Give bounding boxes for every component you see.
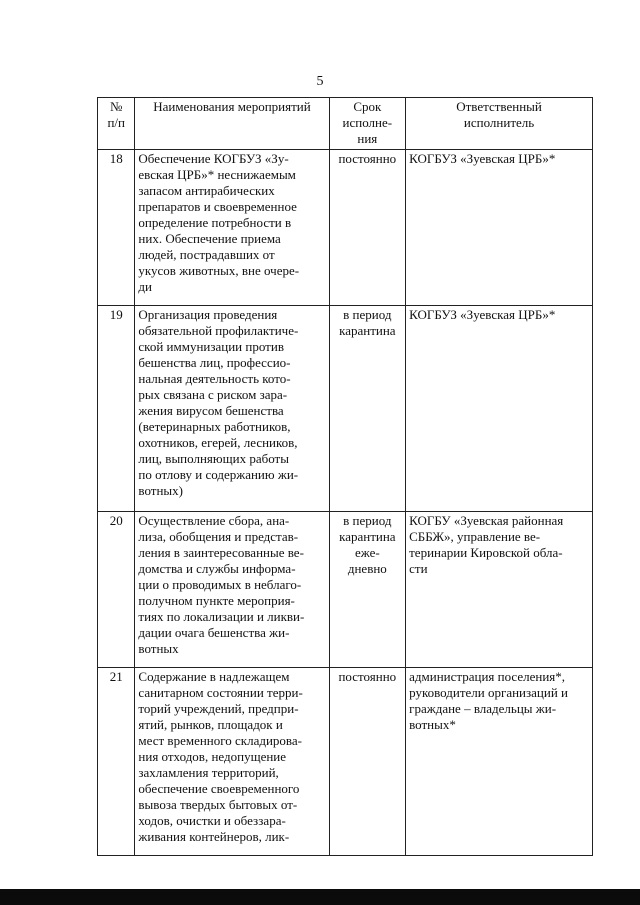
row-measure-name	[135, 668, 329, 856]
text-line: людей, пострадавших от	[138, 247, 275, 262]
text-line: карантина	[339, 323, 396, 338]
table-header	[98, 98, 593, 150]
text-line: сти	[409, 561, 428, 576]
text-line: в период	[343, 307, 392, 322]
text-line: №	[110, 99, 123, 114]
text-line: в период	[343, 513, 392, 528]
text-line: евская ЦРБ»* неснижаемым	[138, 167, 296, 182]
text-line: жения вирусом бешенства	[138, 403, 284, 418]
text-line: ции о проводимых в неблаго-	[138, 577, 302, 592]
text-line: администрация поселения*,	[409, 669, 566, 684]
text-line: еже-	[354, 545, 380, 560]
text-line: захламления территорий,	[138, 765, 279, 780]
text-line: живания контейнеров, лик-	[138, 829, 290, 844]
text-line: торий учреждений, предпри-	[138, 701, 299, 716]
text-line: постоянно	[338, 151, 397, 166]
row-deadline	[329, 150, 406, 306]
measures-table	[97, 97, 593, 856]
row-measure-name	[135, 306, 329, 512]
text-line: ходов, очистки и обеззара-	[138, 813, 286, 828]
text-line: постоянно	[338, 669, 397, 684]
text-line: мест временного складирова-	[138, 733, 302, 748]
header-number	[98, 98, 135, 150]
text-line: ния	[357, 131, 378, 146]
text-line: лиц, выполняющих работы	[138, 451, 289, 466]
text-line: КОГБУЗ «Зуевская ЦРБ»*	[409, 307, 556, 322]
table-row	[98, 512, 593, 668]
text-line: ятий, рынков, площадок и	[138, 717, 283, 732]
text-line: КОГБУЗ «Зуевская ЦРБ»*	[409, 151, 556, 166]
text-line: Организация проведения	[138, 307, 278, 322]
row-number: 20	[98, 512, 135, 668]
text-line: обеспечение своевременного	[138, 781, 300, 796]
header-responsible	[406, 98, 593, 150]
text-line: граждане – владельцы жи-	[409, 701, 557, 716]
text-line: Обеспечение КОГБУЗ «Зу-	[138, 151, 289, 166]
text-line: ской иммунизации против	[138, 339, 284, 354]
header-measure-name	[135, 98, 329, 150]
text-line: исполнитель	[463, 115, 535, 130]
text-line: Наименования мероприятий	[153, 99, 311, 114]
text-line: ления в заинтересованные ве-	[138, 545, 304, 560]
table-row	[98, 150, 593, 306]
text-line: них. Обеспечение приема	[138, 231, 281, 246]
text-line: Ответственный	[456, 99, 542, 114]
row-number: 19	[98, 306, 135, 512]
text-line: по отлову и содержанию жи-	[138, 467, 299, 482]
text-line: охотников, егерей, лесников,	[138, 435, 298, 450]
text-line: получном пункте мероприя-	[138, 593, 295, 608]
scan-bottom-edge	[0, 889, 640, 905]
text-line: Осуществление сбора, ана-	[138, 513, 290, 528]
text-line: Срок	[353, 99, 382, 114]
table-row	[98, 306, 593, 512]
text-line: дации очага бешенства жи-	[138, 625, 290, 640]
text-line: (ветеринарных работников,	[138, 419, 291, 434]
text-line: нальная деятельность кото-	[138, 371, 291, 386]
text-line: п/п	[107, 115, 125, 130]
text-line: укусов животных, вне очере-	[138, 263, 300, 278]
text-line: руководители организаций и	[409, 685, 569, 700]
text-line: дневно	[347, 561, 387, 576]
text-line: запасом антирабических	[138, 183, 275, 198]
text-line: препаратов и своевременное	[138, 199, 297, 214]
row-responsible	[406, 150, 593, 306]
text-line: карантина	[339, 529, 396, 544]
row-measure-name	[135, 512, 329, 668]
header-deadline	[329, 98, 406, 150]
text-line: вывоза твердых бытовых от-	[138, 797, 298, 812]
text-line: бешенства лиц, профессио-	[138, 355, 291, 370]
text-line: исполне-	[342, 115, 393, 130]
page-number: 5	[316, 74, 324, 89]
text-line: вотных)	[138, 483, 183, 498]
text-line: рых связана с риском зара-	[138, 387, 288, 402]
row-deadline	[329, 306, 406, 512]
text-line: СББЖ», управление ве-	[409, 529, 541, 544]
text-line: обязательной профилактиче-	[138, 323, 299, 338]
text-line: Содержание в надлежащем	[138, 669, 290, 684]
row-responsible	[406, 306, 593, 512]
row-deadline	[329, 512, 406, 668]
row-responsible	[406, 512, 593, 668]
text-line: лиза, обобщения и представ-	[138, 529, 299, 544]
text-line: КОГБУ «Зуевская районная	[409, 513, 564, 528]
table-row	[98, 668, 593, 856]
row-number: 18	[98, 150, 135, 306]
row-responsible	[406, 668, 593, 856]
row-number: 21	[98, 668, 135, 856]
text-line: ди	[138, 279, 152, 294]
header-row	[98, 98, 593, 150]
row-deadline	[329, 668, 406, 856]
text-line: вотных*	[409, 717, 456, 732]
row-measure-name	[135, 150, 329, 306]
text-line: ния отходов, недопущение	[138, 749, 287, 764]
text-line: теринарии Кировской обла-	[409, 545, 563, 560]
text-line: определение потребности в	[138, 215, 292, 230]
text-line: санитарном состоянии терри-	[138, 685, 303, 700]
text-line: тиях по локализации и ликви-	[138, 609, 305, 624]
text-line: вотных	[138, 641, 179, 656]
text-line: домства и службы информа-	[138, 561, 296, 576]
